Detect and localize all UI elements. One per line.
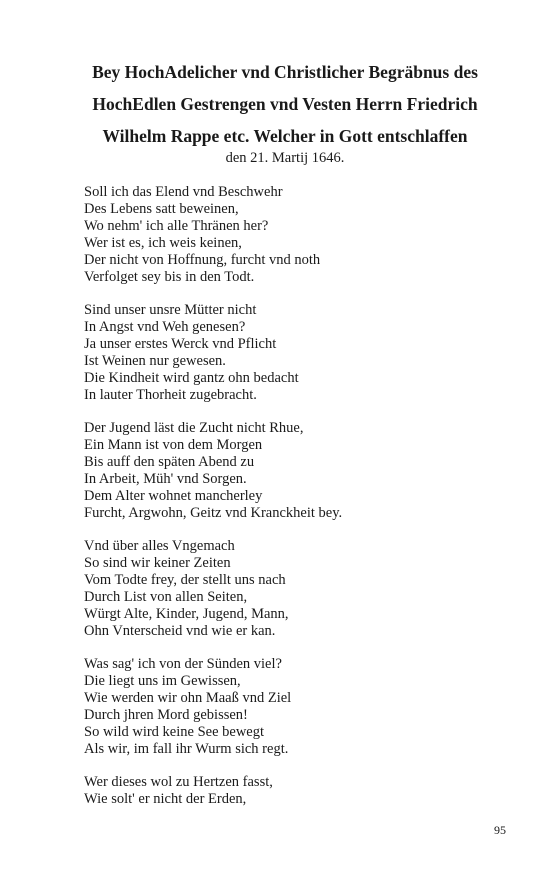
title-line: HochEdlen Gestrengen vnd Vesten Herrn Friedrich	[92, 94, 478, 114]
page-number: 95	[494, 823, 506, 837]
verse-line: Vnd über alles Vngemach	[84, 538, 235, 554]
verse-line: Wo nehm' ich alle Thränen her?	[84, 218, 269, 234]
verse-line: Ohn Vnterscheid vnd wie er kan.	[84, 623, 276, 639]
verse-line: Ja unser erstes Werck vnd Pflicht	[84, 336, 277, 352]
verse-line: In lauter Thorheit zugebracht.	[84, 387, 257, 403]
verse-line: Verfolget sey bis in den Todt.	[84, 269, 255, 285]
verse-line: So wild wird keine See bewegt	[84, 724, 265, 740]
verse-line: Des Lebens satt beweinen,	[84, 201, 239, 217]
verse-line: Wie solt' er nicht der Erden,	[84, 791, 247, 807]
stanza-6	[84, 774, 524, 808]
verse-line: Der nicht von Hoffnung, furcht vnd noth	[84, 252, 321, 268]
stanza-2	[84, 302, 524, 404]
verse-line: Wie werden wir ohn Maaß vnd Ziel	[84, 690, 292, 706]
verse-line: Durch List von allen Seiten,	[84, 589, 248, 605]
poem-body	[84, 184, 524, 824]
verse-line: In Arbeit, Müh' vnd Sorgen.	[84, 471, 247, 487]
poem-date: den 21. Martij 1646.	[225, 150, 345, 166]
verse-line: Sind unser unsre Mütter nicht	[84, 302, 257, 318]
stanza-5	[84, 656, 524, 758]
poem-title	[40, 56, 530, 152]
verse-line: Als wir, im fall ihr Wurm sich regt.	[84, 741, 289, 757]
verse-line: Wer dieses wol zu Hertzen fasst,	[84, 774, 273, 790]
stanza-1	[84, 184, 524, 286]
stanza-4	[84, 538, 524, 640]
verse-line: Würgt Alte, Kinder, Jugend, Mann,	[84, 606, 289, 622]
stanza-3	[84, 420, 524, 522]
verse-line: Furcht, Argwohn, Geitz vnd Kranckheit bey.	[84, 505, 343, 521]
verse-line: In Angst vnd Weh genesen?	[84, 319, 246, 335]
verse-line: Ist Weinen nur gewesen.	[84, 353, 226, 369]
verse-line: Wer ist es, ich weis keinen,	[84, 235, 242, 251]
verse-line: Durch jhren Mord gebissen!	[84, 707, 248, 723]
verse-line: So sind wir keiner Zeiten	[84, 555, 231, 571]
title-line: Bey HochAdelicher vnd Christlicher Begräbnus des	[92, 62, 478, 82]
verse-line: Vom Todte frey, der stellt uns nach	[84, 572, 286, 588]
title-line: Wilhelm Rappe etc. Welcher in Gott entschlaffen	[102, 126, 468, 146]
verse-line: Bis auff den späten Abend zu	[84, 454, 255, 470]
verse-line: Die liegt uns im Gewissen,	[84, 673, 241, 689]
verse-line: Dem Alter wohnet mancherley	[84, 488, 263, 504]
verse-line: Soll ich das Elend vnd Beschwehr	[84, 184, 283, 200]
verse-line: Ein Mann ist von dem Morgen	[84, 437, 263, 453]
verse-line: Was sag' ich von der Sünden viel?	[84, 656, 282, 672]
verse-line: Der Jugend läst die Zucht nicht Rhue,	[84, 420, 304, 436]
verse-line: Die Kindheit wird gantz ohn bedacht	[84, 370, 299, 386]
